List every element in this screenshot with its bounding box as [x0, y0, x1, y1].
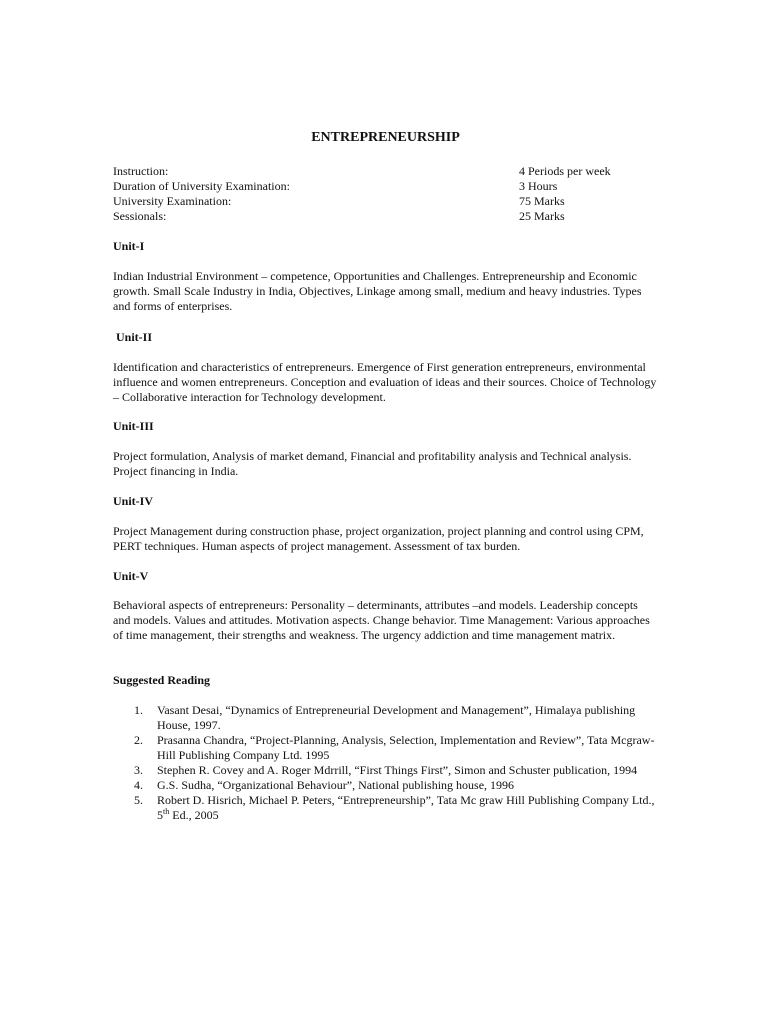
unit-2-heading: Unit-II — [116, 330, 153, 344]
meta-label: Instruction: — [113, 164, 169, 178]
list-item — [113, 778, 658, 793]
unit-5-heading: Unit-V — [113, 569, 149, 583]
unit-5-text: Behavioral aspects of entrepreneurs: Personality – determinants, attributes –and models. Leadership concepts and models. Values and attitudes. Motivation aspects. Change behavior. Time Management: Various approaches of time management, their strengths and weakness. The urgency addiction and time management matrix. — [113, 598, 650, 642]
list-item — [113, 763, 658, 778]
unit-4-text: Project Management during construction phase, project organization, project planning and control using CPM, PERT techniques. Human aspects of project management. Assessment of tax burden. — [113, 524, 644, 553]
reference-text: Prasanna Chandra, “Project-Planning, Analysis, Selection, Implementation and Review”, Tata Mcgraw-Hill Publishing Company Ltd. 1995 — [157, 733, 655, 762]
page-title: ENTREPRENEURSHIP — [311, 130, 460, 145]
meta-row-sessionals — [113, 209, 658, 224]
reference-text: G.S. Sudha, “Organizational Behaviour”, National publishing house, 1996 — [157, 778, 515, 792]
meta-label: University Examination: — [113, 194, 232, 208]
list-number: 4. — [134, 778, 143, 792]
ordinal-suffix: th — [163, 807, 170, 816]
meta-value: 75 Marks — [519, 194, 565, 208]
reference-text — [157, 793, 658, 823]
reading-list — [113, 703, 658, 823]
meta-row-university-exam — [113, 194, 658, 209]
unit-4-heading: Unit-IV — [113, 494, 154, 508]
reference-text: Vasant Desai, “Dynamics of Entrepreneurial Development and Management”, Himalaya publishing House, 1997. — [157, 703, 636, 732]
list-number: 5. — [134, 793, 143, 807]
suggested-reading-heading: Suggested Reading — [113, 673, 211, 687]
reference-text: Stephen R. Covey and A. Roger Mdrrill, “First Things First”, Simon and Schuster publication, 1994 — [157, 763, 638, 777]
meta-value: 3 Hours — [519, 179, 558, 193]
meta-value: 25 Marks — [519, 209, 565, 223]
meta-label: Duration of University Examination: — [113, 179, 290, 193]
list-number: 2. — [134, 733, 143, 747]
unit-1-text: Indian Industrial Environment – competence, Opportunities and Challenges. Entrepreneurship and Economic growth. Small Scale Industry in India, Objectives, Linkage among small, medium and heavy industries. Types and forms of enterprises. — [113, 269, 642, 313]
list-item — [113, 733, 658, 763]
unit-2-text: Identification and characteristics of entrepreneurs. Emergence of First generation entrepreneurs, environmental influence and women entrepreneurs. Conception and evaluation of ideas and their sources. Choice of Technology – Collaborative interaction for Technology development. — [113, 360, 657, 404]
meta-row-instruction — [113, 164, 658, 179]
list-item — [113, 703, 658, 733]
list-item — [113, 793, 658, 823]
course-meta — [113, 164, 658, 224]
meta-label: Sessionals: — [113, 209, 167, 223]
reference-text-part: Ed., 2005 — [169, 808, 219, 822]
unit-1-heading: Unit-I — [113, 239, 145, 253]
list-number: 1. — [134, 703, 143, 717]
unit-3-heading: Unit-III — [113, 419, 154, 433]
meta-value: 4 Periods per week — [519, 164, 611, 178]
meta-row-duration — [113, 179, 658, 194]
list-number: 3. — [134, 763, 143, 777]
reference-text-part: Robert D. Hisrich, Michael P. Peters, “Entrepreneurship”, Tata Mc graw Hill Publishing Company Ltd., 5 — [157, 793, 655, 822]
unit-3-text: Project formulation, Analysis of market demand, Financial and profitability analysis and Technical analysis. Project financing in India. — [113, 449, 632, 478]
